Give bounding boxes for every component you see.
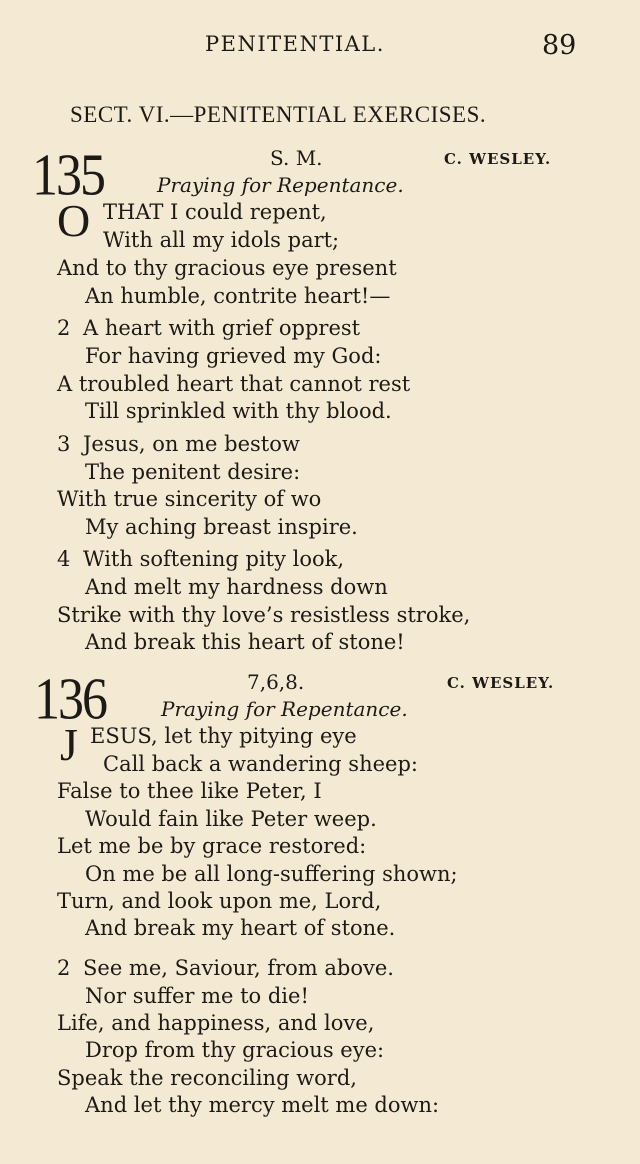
hymn-subtitle: Praying for Repentance.	[161, 697, 408, 721]
verse-line: A troubled heart that cannot rest	[57, 372, 411, 396]
verse-number: 3	[57, 432, 71, 456]
verse-line: ESUS, let thy pitying eye	[90, 724, 357, 748]
verse-line: Till sprinkled with thy blood.	[85, 399, 392, 423]
verse-line: See me, Saviour, from above.	[83, 956, 394, 980]
verse-line: Jesus, on me bestow	[83, 432, 300, 456]
page-number: 89	[542, 30, 577, 61]
verse-number: 2	[57, 956, 71, 980]
verse-line: And to thy gracious eye present	[57, 256, 397, 280]
hymn-author: C. WESLEY.	[447, 674, 555, 692]
verse-line: An humble, contrite heart!—	[85, 284, 391, 308]
verse-line: Drop from thy gracious eye:	[85, 1038, 385, 1062]
hymn-subtitle: Praying for Repentance.	[157, 173, 404, 197]
hymn-meter: S. M.	[270, 146, 323, 170]
verse-line: Nor suffer me to die!	[85, 984, 309, 1008]
verse-line: And break my heart of stone.	[85, 916, 396, 940]
verse-line: My aching breast inspire.	[85, 515, 358, 539]
verse-line: Life, and happiness, and love,	[57, 1011, 375, 1035]
verse-line: THAT I could repent,	[103, 200, 327, 224]
section-title: SECT. VI.—PENITENTIAL EXERCISES.	[70, 102, 487, 127]
verse-line: Strike with thy love’s resistless stroke,	[57, 603, 471, 627]
running-title: PENITENTIAL.	[205, 32, 385, 56]
verse-line: And melt my hardness down	[85, 575, 388, 599]
hymn-author: C. WESLEY.	[444, 150, 552, 168]
verse-line: For having grieved my God:	[85, 344, 382, 368]
verse-line: Let me be by grace restored:	[57, 834, 367, 858]
verse-number: 2	[57, 316, 71, 340]
verse-line: On me be all long-suffering shown;	[85, 862, 458, 886]
verse-line: And let thy mercy melt me down:	[85, 1093, 440, 1117]
verse-line: And break this heart of stone!	[85, 630, 405, 654]
dropcap: J	[60, 719, 78, 770]
hymn-number: 135	[32, 142, 104, 209]
running-head	[0, 30, 640, 66]
verse-line: Would fain like Peter weep.	[85, 807, 377, 831]
hymn-meter: 7,6,8.	[247, 670, 305, 694]
verse-line: A heart with grief opprest	[83, 316, 361, 340]
verse-line: Speak the reconciling word,	[57, 1066, 357, 1090]
verse-line: Turn, and look upon me, Lord,	[57, 889, 382, 913]
verse-line: False to thee like Peter, I	[57, 779, 322, 803]
verse-line: With true sincerity of wo	[57, 487, 322, 511]
verse-line: With all my idols part;	[103, 228, 340, 252]
verse-line: With softening pity look,	[83, 547, 345, 571]
verse-number: 4	[57, 547, 71, 571]
dropcap: O	[57, 195, 91, 246]
hymn-number: 136	[34, 666, 106, 733]
verse-line: Call back a wandering sheep:	[103, 752, 418, 776]
verse-line: The penitent desire:	[85, 460, 301, 484]
